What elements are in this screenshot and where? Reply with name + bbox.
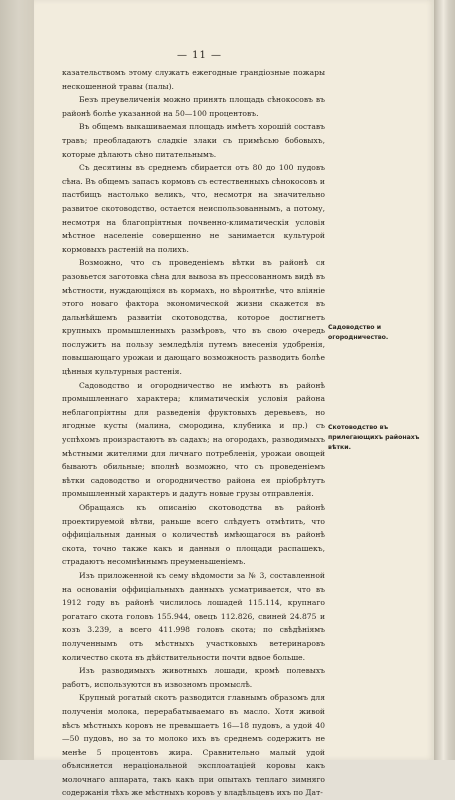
paragraph: Изъ разводимыхъ животныхъ лошади, кромѣ полевыхъ работъ, используются въ извозномъ промыслѣ. [62, 666, 325, 689]
scan-left-edge [0, 0, 34, 760]
body-text [62, 66, 325, 800]
scan-right-edge [434, 0, 455, 760]
paragraph: Изъ приложенной къ сему вѣдомости за № 3, составленной на основаніи оффиціальныхъ данныхъ усматривается, что въ 1912 году въ районѣ числилось лошадей 115.114, крупнаго рогатаго скота головъ 155.944, овецъ 112.826, свиней 24.875 и козъ 3.239, а всего 411.998 головъ скота; по свѣдѣніямъ полученнымъ отъ мѣстныхъ участковыхъ ветеринаровъ количество скота въ дѣйствительности почти вдвое больше. [62, 570, 325, 662]
paragraph: Садоводство и огородничество не имѣютъ въ районѣ промышленнаго характера; климатическія условія района неблагопріятны для разведенія фруктовыхъ деревьевъ, но ягодные кусты (малина, смородина, клубника и пр.) съ успѣхомъ произрастаютъ въ садахъ; на огородахъ, разводимыхъ мѣстными жителями для личнаго потребленія, урожаи овощей бываютъ обильные; вполнѣ возможно, что съ проведеніемъ вѣтки садоводство и огородничество района ея пріобрѣтутъ промышленный характеръ и дадутъ новые грузы отправленія. [62, 380, 325, 499]
margin-note-gardening: Садоводство и огородничество. [328, 324, 389, 341]
paragraph: Крупный рогатый скотъ разводится главнымъ образомъ для полученія молока, перерабатываемаго въ масло. Хотя живой вѣсъ мѣстныхъ коровъ не превышаетъ 16—18 пудовъ, а удой 40—50 пудовъ, но за то молоко ихъ въ среднемъ содержитъ не менѣе 5 процентовъ жира. Сравнительно малый удой объясняется нераціональной эксплоатаціей коровы какъ молочнаго аппарата, такъ какъ при опытахъ теплаго зимняго содержанія тѣхъ же мѣстныхъ коровъ у владѣльцевъ ихъ по Дат- [62, 693, 325, 798]
paragraph: Въ общемъ выкашиваемая площадь имѣетъ хорошій составъ травъ; преобладаютъ сладкіе злаки съ примѣсью бобовыхъ, которые дѣлаютъ сѣно питательнымъ. [62, 122, 325, 159]
paragraph: Безъ преувеличенія можно принять площадь сѣнокосовъ въ районѣ болѣе указанной на 50—100 процентовъ. [62, 95, 325, 118]
paragraph: Возможно, что съ проведеніемъ вѣтки въ районѣ ся разовьется заготовка сѣна для вывоза въ прессованномъ видѣ въ мѣстности, нуждающіяся въ кормахъ, но вѣроятнѣе, что вліяніе этого новаго фактора экономической жизни скажется въ дальнѣйшемъ развитіи скотоводства, которое достигнетъ крупныхъ промышленныхъ размѣровъ, что въ свою очередь послужитъ на пользу земледѣлія путемъ внесенія удобренія, повышающаго урожаи и дающаго возможность разводить болѣе цѣнныя культурныя растенія. [62, 258, 325, 377]
page-number: — 11 — [176, 50, 223, 61]
paragraph: казательствомъ этому служатъ ежегодные грандіозные пожары нескошенной травы (палы). [62, 68, 325, 91]
margin-note-livestock: Скотоводство въ прилегающихъ районахъ вѣтки. [328, 424, 420, 451]
paragraph: Съ десятины въ среднемъ сбирается отъ 80 до 100 пудовъ сѣна. Въ общемъ запасъ кормовъ съ естественныхъ сѣнокосовъ и пастбищъ настолько великъ, что, несмотря на значительно развитое скотоводство, остается неиспользованнымъ, а потому, несмотря на благопріятныя почвенно-климатическія условія мѣстное населеніе совершенно не занимается культурой кормовыхъ растеній на полихъ. [62, 163, 325, 254]
paragraph: Обращаясь къ описанію скотоводства въ районѣ проектируемой вѣтви, раньше всего слѣдуетъ отмѣтить, что оффиціальныя данныя о количествѣ имѣющагося въ районѣ скота, точно также какъ и данныя о площади распашекъ, страдаютъ несомнѣннымъ преуменьшеніемъ. [62, 503, 325, 567]
